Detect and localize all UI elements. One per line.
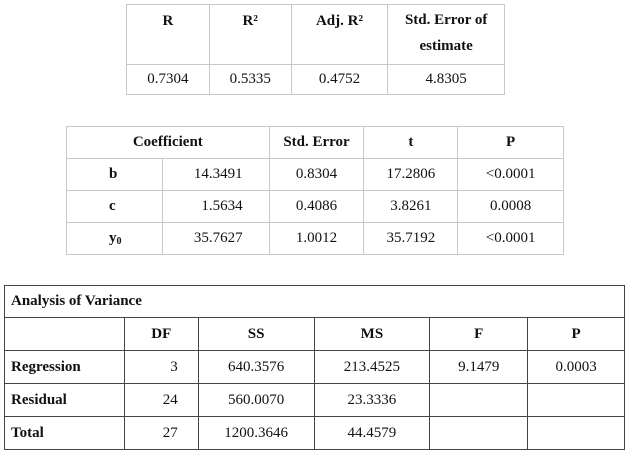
coef-name-c: c (67, 191, 163, 223)
header-ss: SS (198, 318, 314, 351)
model-summary-value-row (127, 65, 505, 95)
header-r: R (127, 5, 210, 65)
anova-regression-ms: 213.4525 (314, 351, 430, 384)
se-value-y0: 1.0012 (269, 223, 364, 255)
header-r-squared: R² (209, 5, 291, 65)
header-coefficient: Coefficient (67, 127, 270, 159)
header-p: P (458, 127, 564, 159)
anova-header-row (5, 318, 625, 351)
coef-name-y0-main: y (109, 230, 117, 246)
anova-regression-p: 0.0003 (528, 351, 625, 384)
p-value-y0: <0.0001 (458, 223, 564, 255)
model-summary-table (126, 4, 505, 95)
coefficients-table (66, 126, 564, 255)
anova-residual-df: 24 (124, 384, 198, 417)
anova-total-f (430, 417, 528, 450)
anova-regression-ss: 640.3576 (198, 351, 314, 384)
t-value-b: 17.2806 (364, 159, 458, 191)
anova-title-row (5, 286, 625, 318)
anova-residual-f (430, 384, 528, 417)
anova-row-regression-label: Regression (5, 351, 125, 384)
se-value-c: 0.4086 (269, 191, 364, 223)
table-row (5, 384, 625, 417)
t-value-c: 3.8261 (364, 191, 458, 223)
header-t: t (364, 127, 458, 159)
coef-value-b: 14.3491 (162, 159, 269, 191)
value-r-squared: 0.5335 (209, 65, 291, 95)
anova-title: Analysis of Variance (5, 286, 625, 318)
anova-residual-ss: 560.0070 (198, 384, 314, 417)
coef-value-y0: 35.7627 (162, 223, 269, 255)
model-summary-header-row (127, 5, 505, 65)
value-std-error-estimate: 4.8305 (388, 65, 505, 95)
header-adj-r-squared: Adj. R² (291, 5, 388, 65)
anova-total-p (528, 417, 625, 450)
header-df: DF (124, 318, 198, 351)
anova-total-df: 27 (124, 417, 198, 450)
t-value-y0: 35.7192 (364, 223, 458, 255)
se-value-b: 0.8304 (269, 159, 364, 191)
table-row (67, 191, 564, 223)
anova-table (4, 285, 625, 450)
coef-name-y0-subscript: 0 (116, 236, 122, 247)
anova-residual-p (528, 384, 625, 417)
table-row (67, 223, 564, 255)
header-std-error: Std. Error (269, 127, 364, 159)
value-adj-r-squared: 0.4752 (291, 65, 388, 95)
anova-residual-ms: 23.3336 (314, 384, 430, 417)
anova-regression-f: 9.1479 (430, 351, 528, 384)
header-anova-p: P (528, 318, 625, 351)
anova-row-residual-label: Residual (5, 384, 125, 417)
coef-name-y0 (67, 223, 163, 255)
header-ms: MS (314, 318, 430, 351)
value-r: 0.7304 (127, 65, 210, 95)
anova-total-ms: 44.4579 (314, 417, 430, 450)
anova-regression-df: 3 (124, 351, 198, 384)
table-row (5, 351, 625, 384)
header-std-error-estimate: Std. Error of estimate (388, 5, 505, 65)
anova-total-ss: 1200.3646 (198, 417, 314, 450)
coef-name-b: b (67, 159, 163, 191)
anova-header-blank (5, 318, 125, 351)
header-f: F (430, 318, 528, 351)
table-row (5, 417, 625, 450)
coef-value-c: 1.5634 (162, 191, 269, 223)
table-row (67, 159, 564, 191)
p-value-b: <0.0001 (458, 159, 564, 191)
anova-row-total-label: Total (5, 417, 125, 450)
coefficients-header-row (67, 127, 564, 159)
p-value-c: 0.0008 (458, 191, 564, 223)
